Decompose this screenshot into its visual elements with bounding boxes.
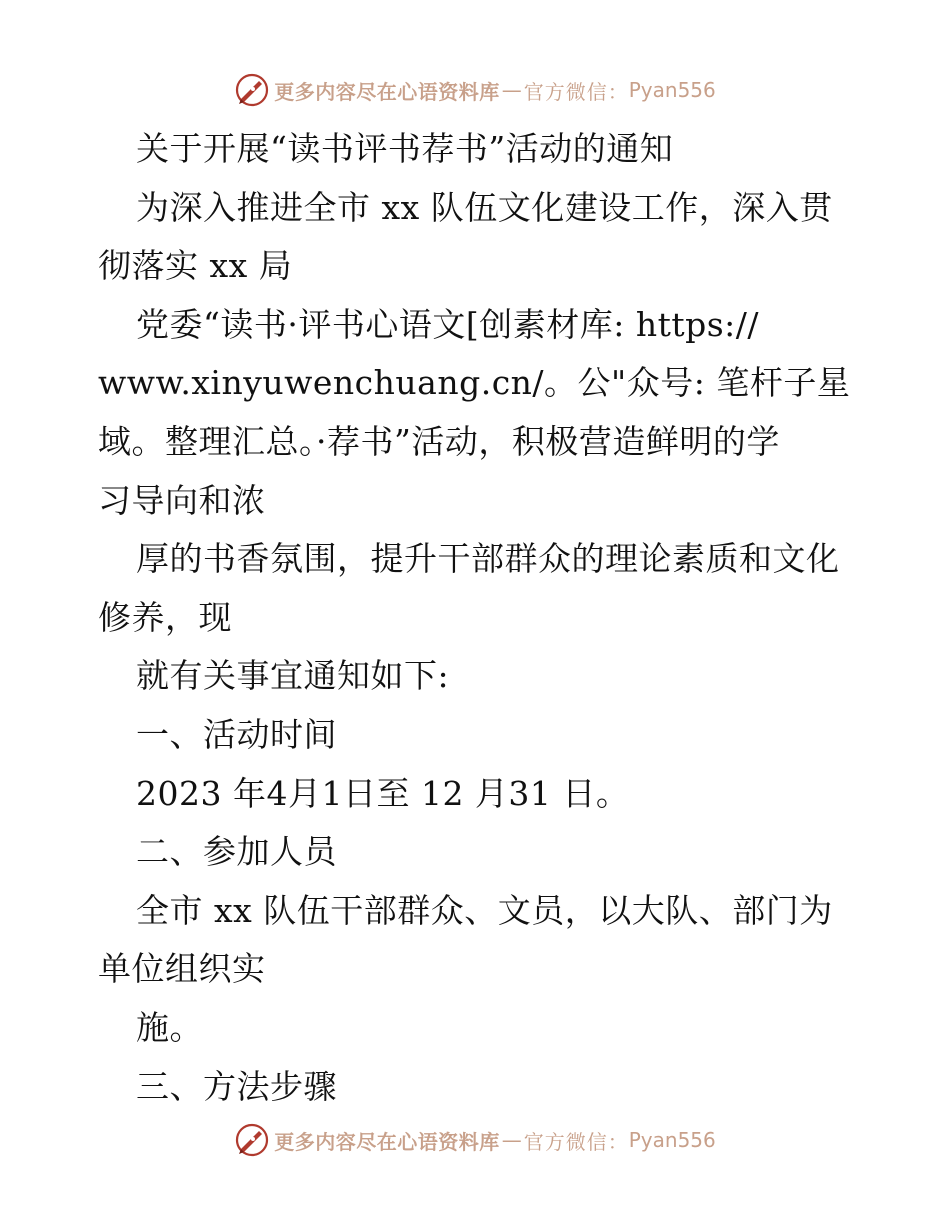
banner-wechat-id: Pyan556 [628,1128,716,1152]
header-watermark [0,70,950,110]
text-line: www.xinyuwenchuang.cn/。公"众号: 笔杆子星 [98,363,851,403]
text-line: 2023 年4月1日至 12 月31 日。 [136,773,630,813]
footer-watermark [0,1120,950,1160]
banner-separator: — [501,1128,522,1152]
banner-label: 官方微信： [523,79,629,104]
document-body [98,120,858,1116]
text-line: 域。整理汇总。·荐书”活动，积极营造鲜明的学 [98,421,780,461]
banner-label: 官方微信： [523,1129,629,1154]
banner-main-text: 更多内容尽在心语资料库 [274,1129,500,1154]
text-line: 习导向和浓 [98,480,266,520]
text-line: 为深入推进全市 xx 队伍文化建设工作，深入贯 [136,187,833,227]
text-line: 单位组织实 [98,949,266,989]
text-line: 关于开展“读书评书荐书”活动的通知 [136,129,674,168]
text-line: 修养，现 [98,597,232,637]
text-line: 施。 [136,1007,203,1047]
banner-wechat-id: Pyan556 [628,78,716,102]
text-line: 厚的书香氛围，提升干部群众的理论素质和文化 [136,539,840,579]
text-line: 一、活动时间 [136,714,337,754]
text-line: 三、方法步骤 [136,1066,337,1106]
banner-main-text: 更多内容尽在心语资料库 [274,79,500,104]
text-line: 彻落实 xx 局 [98,246,293,286]
pen-logo-icon [234,72,270,108]
text-line: 党委“读书·评书心语文[创素材库: https:// [136,304,760,344]
banner-separator: — [501,78,522,102]
text-line: 全市 xx 队伍干部群众、文员，以大队、部门为 [136,890,833,930]
text-line: 就有关事宜通知如下: [136,656,450,696]
text-line: 二、参加人员 [136,832,337,872]
pen-logo-icon [234,1122,270,1158]
